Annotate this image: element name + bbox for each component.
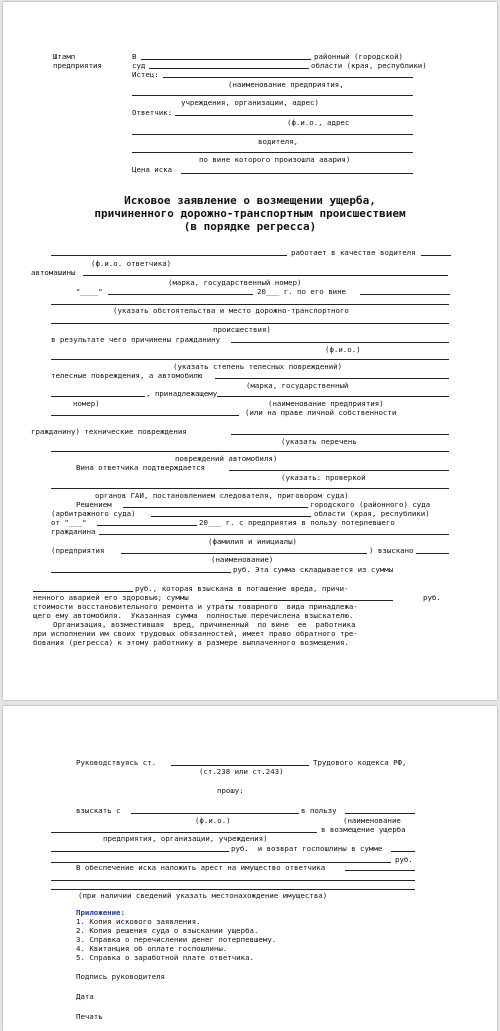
plaintiff-line[interactable] [163,77,413,78]
body-h16: (фамилия и инициалы) [208,537,297,546]
body-p2a: ненного аварией его здоровью; суммы [33,593,189,602]
owner-line-2[interactable] [51,415,239,416]
body-l18: руб. Эта сумма складывается из суммы [233,565,394,574]
body-l17a: (предприятия [51,546,105,555]
court-type-hint: районный (городской) [314,52,403,61]
enterprise-hint: предприятия, организации, учреждения) [103,834,268,843]
signature-label: Подпись руководителя [76,972,165,981]
body-h11: (указать: проверкой [281,473,366,482]
defendant-line-2[interactable] [132,134,413,135]
region-line[interactable] [151,516,311,517]
body-h2: (марка, государственный номер) [168,278,302,287]
property-hint: (при наличии сведений указать местонахождение имущества) [78,891,328,900]
claim-price-line[interactable] [181,173,413,174]
body-l1: работает в качестве водителя [291,248,416,257]
appendix-item: 1. Копия искового заявления. [76,917,201,926]
body-h8: (или на праве личной собственности [245,408,397,417]
guilt-line-2[interactable] [51,488,449,489]
vehicle-line-2[interactable] [51,396,145,397]
document-title-1: Исковое заявление о возмещении ущерба, [124,194,376,207]
body-p4: щего ему автомобиля. Указанная сумма полностью перечислена взыскателю. [33,611,354,620]
appendix-item: 4. Квитанция об оплате госпошлины. [76,944,228,953]
body-l17b: ) взыскано [369,546,414,555]
body-l3a: "____" [76,287,103,296]
in-favor-label: в пользу [301,806,337,815]
body-l11: Вина ответчика подтверждается [76,463,206,472]
body-l9: гражданину) технические повреждения [31,427,187,436]
duty-rub-label: руб. [395,855,413,864]
in-favor-line[interactable] [345,813,415,814]
plaintiff-hint-1: (наименование предприятия, [228,80,344,89]
court-region-line[interactable] [149,68,309,69]
court-name-line[interactable] [141,59,311,60]
plaintiff-line-2[interactable] [132,95,413,96]
body-h3: (указать обстоятельства и место дорожно-транспортного [113,306,349,315]
duty-line[interactable] [391,851,415,852]
body-l15b: 20___ г. с предприятия в пользу потерпевшего [199,518,395,527]
body-p7: бования (регресса) к этому работнику в размере выплаченного возмещения. [33,638,349,647]
document-title-3: (в порядке регресса) [183,220,317,233]
recover-fio-hint: (ф.и.о.) [195,816,231,825]
recover-name-hint: (наименование [343,816,401,825]
date-month-line[interactable] [108,294,253,295]
document-title-2: причиненного дорожно-транспортным происшествием [94,207,406,220]
body-l13b: городского (районного) суда [310,500,431,509]
owner-line[interactable] [217,396,449,397]
recover-from-line[interactable] [131,813,299,814]
body-h10: повреждений автомобиля) [175,454,278,463]
body-l14b: области (края, республики) [314,509,430,518]
date-label: Дата [76,992,94,1001]
body-p6: при исполнении им своих трудовых обязанностей, имеет право обратного тре- [33,629,358,638]
decision-date-line[interactable] [97,525,197,526]
guilt-line[interactable] [229,470,449,471]
health-sum-line[interactable] [33,591,133,592]
labor-code-label: Трудового кодекса РФ, [313,758,407,767]
property-line-2[interactable] [51,889,415,890]
damage-line-2[interactable] [51,451,449,452]
body-h3b: происшествия) [213,325,271,334]
body-p2b: руб. [423,593,441,602]
recover-from-label: взыскать с [76,806,121,815]
stamp-label-2: предприятия [53,61,102,70]
enterprise-line[interactable] [121,553,367,554]
circumstances-line[interactable] [51,304,449,305]
car-line[interactable] [83,275,448,276]
arrest-line[interactable] [345,870,415,871]
body-l13a: Решением [76,500,112,509]
arrest-label: В обеспечение иска наложить арест на имущество ответчика [76,863,326,872]
repair-sum-line[interactable] [225,600,393,601]
document-page-1 [3,2,497,700]
court-label: В [132,52,137,61]
guided-label: Руководствуясь ст. [76,758,157,767]
body-l4: в результате чего причинены гражданину [51,335,221,344]
court-decision-line[interactable] [123,507,308,508]
appendix-item: 3. Справка о перечислении денег потерпевшему. [76,935,277,944]
appendix-item: 5. Справка о заработной плате ответчика. [76,953,254,962]
body-h5: (указать степень телесных повреждений) [173,362,343,371]
plaintiff-hint-2: учреждения, организации, адрес) [181,98,319,107]
court-sud-label: суд [132,61,146,70]
defendant-line-3[interactable] [132,152,413,153]
damage-line[interactable] [231,434,449,435]
appendix-title: Приложение: [76,908,125,917]
document-page-2 [3,706,497,1031]
body-l6: , принадлежащему [146,389,218,398]
defendant-hint-1: (ф.и.о., адрес [287,118,350,127]
body-l14a: (арбитражного суда) [51,509,136,518]
defendant-hint-3: по вине которого произошла авария) [199,155,351,164]
body-p5: Организация, возместившая вред, причиненный по вине ее работника [53,620,356,629]
body-l2: автомашины [31,268,76,277]
body-h9: (указать перечень [281,437,357,446]
damage-compensation-label: в возмещение ущерба [321,825,406,834]
body-p3: стоимости восстановительного ремонта и утраты товарного вида принадлежа- [33,602,358,611]
citizen-line[interactable] [99,534,449,535]
injury-line[interactable] [51,359,449,360]
body-h7b: (наименование предприятия) [268,399,384,408]
driver-line-end[interactable] [421,255,451,256]
total-sum-line[interactable] [51,572,231,573]
body-l3b: 20___ г. по его вине [257,287,346,296]
vehicle-line[interactable] [215,378,449,379]
duty-label: руб. и возврат госпошлины в сумме [231,844,383,853]
stamp-label: Штамп [53,52,76,61]
driver-name-line[interactable] [51,255,287,256]
body-h1: (ф.и.о. ответчика) [91,259,172,268]
court-region-hint: области (края, республики) [311,61,427,70]
body-p1: руб., которая взыскана в погашение вреда, причи- [135,584,349,593]
body-h7a: номер) [73,399,100,408]
appendix-item: 2. Копия решения суда о взыскании ущерба. [76,926,259,935]
body-h4: (ф.и.о.) [325,345,361,354]
seal-label: Печать [76,1012,103,1021]
circumstances-line-2[interactable] [51,323,449,324]
body-l5: телесные повреждения, а автомобилю [51,371,203,380]
body-h12: органов ГАИ, постановлением следователя, приговором суда) [95,491,349,500]
body-l15a: от "___" [51,518,87,527]
body-h6: (марка, государственный [246,381,349,390]
claim-price-label: Цена иска [132,165,173,174]
recovered-line[interactable] [416,553,449,554]
article-line[interactable] [171,765,309,766]
plaintiff-label: Истец: [132,70,159,79]
defendant-line[interactable] [175,115,413,116]
defendant-label: Ответчик: [132,108,173,117]
property-line[interactable] [51,880,415,881]
damage-sum-line[interactable] [51,851,229,852]
request-label: прошу: [217,786,244,795]
defendant-hint-2: водителя, [258,137,299,146]
article-hint: (ст.238 или ст.243) [199,767,284,776]
body-l16: гражданина [51,527,96,536]
enterprise-line-2[interactable] [51,832,317,833]
place-line[interactable] [360,294,450,295]
body-h17: (наименование) [211,555,274,564]
victim-line[interactable] [231,342,449,343]
